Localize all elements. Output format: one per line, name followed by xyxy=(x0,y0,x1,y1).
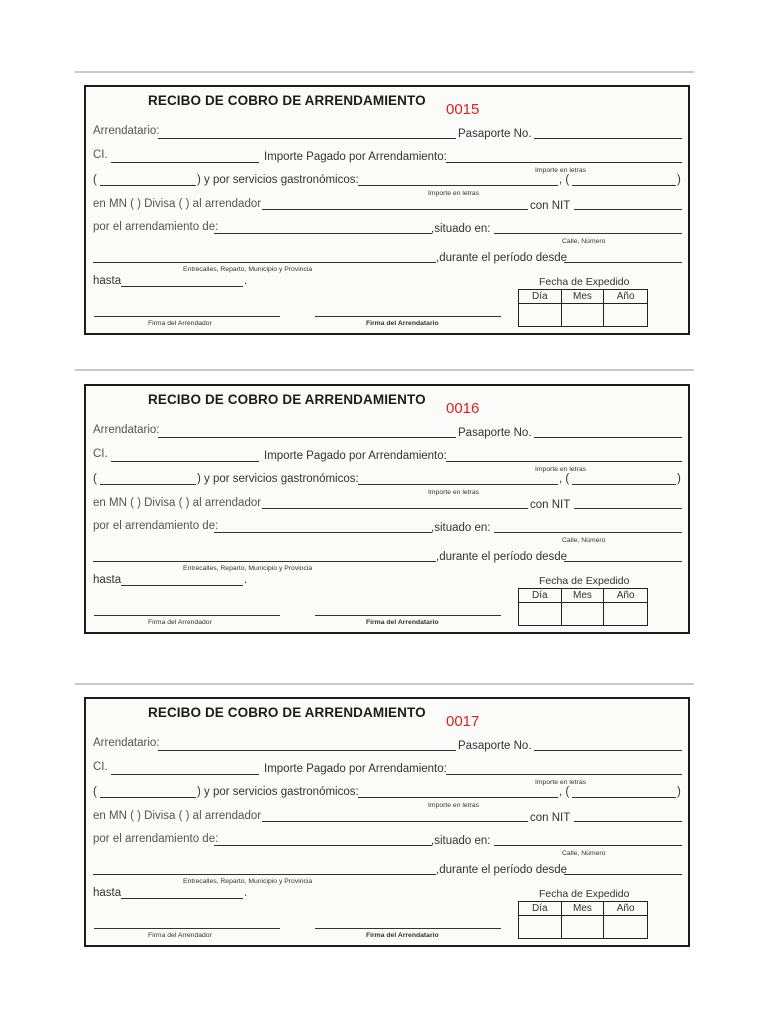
importe-pagado-field[interactable] xyxy=(446,162,682,163)
desde-field[interactable] xyxy=(564,874,682,875)
arrendador-field[interactable] xyxy=(262,821,528,822)
importe-pagado-field[interactable] xyxy=(446,461,682,462)
fecha-expedido-label: Fecha de Expedido xyxy=(539,888,630,900)
receipt-title: RECIBO DE COBRO DE ARRENDAMIENTO xyxy=(148,705,426,720)
arrendatario-label: Arrendatario: xyxy=(93,125,160,137)
ci-field[interactable] xyxy=(111,774,259,775)
receipt-2 xyxy=(84,384,690,634)
ci-field[interactable] xyxy=(111,461,259,462)
dia-cell[interactable] xyxy=(519,916,562,938)
separator-1 xyxy=(75,71,694,73)
hasta-dot: . xyxy=(244,574,248,586)
mes-cell[interactable] xyxy=(562,304,605,326)
arrendador-field[interactable] xyxy=(262,209,528,210)
receipt-serial-number: 0017 xyxy=(446,713,480,730)
entrecalles-caption: Entrecalles, Reparto, Municipio y Provincia xyxy=(183,266,313,273)
direccion-field[interactable] xyxy=(494,532,682,533)
hasta-dot: . xyxy=(244,887,248,899)
nit-field[interactable] xyxy=(574,209,682,210)
anio-header: Año xyxy=(604,589,647,603)
situado-label: ,situado en: xyxy=(431,223,491,235)
hasta-field[interactable] xyxy=(121,286,243,287)
ci-label: CI. xyxy=(93,448,108,460)
fecha-expedido-table xyxy=(518,901,648,939)
arrendamiento-field[interactable] xyxy=(214,532,432,533)
arrendatario-field[interactable] xyxy=(158,750,456,751)
firma-arrendatario-line[interactable] xyxy=(315,316,501,317)
moneda-label: en MN ( ) Divisa ( ) al arrendador xyxy=(93,497,262,509)
calle-numero-caption: Calle, Número xyxy=(562,850,606,857)
hasta-field[interactable] xyxy=(121,898,243,899)
importe-cifras-field[interactable] xyxy=(100,797,196,798)
dia-header: Día xyxy=(519,589,562,603)
receipt-serial-number: 0016 xyxy=(446,400,480,417)
paren-open: ( xyxy=(93,473,97,485)
firma-arrendador-caption: Firma del Arrendador xyxy=(148,619,212,626)
firma-arrendador-line[interactable] xyxy=(94,615,280,616)
hasta-label: hasta xyxy=(93,275,122,287)
firma-arrendador-line[interactable] xyxy=(94,928,280,929)
fecha-expedido-label: Fecha de Expedido xyxy=(539,575,630,587)
nit-label: con NIT xyxy=(530,499,571,511)
firma-arrendador-caption: Firma del Arrendador xyxy=(148,320,212,327)
mes-cell[interactable] xyxy=(562,603,605,625)
arrendamiento-field[interactable] xyxy=(214,845,432,846)
pasaporte-field[interactable] xyxy=(534,437,682,438)
fecha-expedido-table xyxy=(518,588,648,626)
firma-arrendatario-caption: Firma del Arrendatario xyxy=(366,932,439,939)
durante-label: ,durante el período desde xyxy=(436,864,568,876)
calle-numero-caption: Calle, Número xyxy=(562,537,606,544)
importe-letras-caption-1: Importe en letras xyxy=(535,779,586,786)
comma-paren: , ( xyxy=(559,786,570,798)
mes-header: Mes xyxy=(562,902,605,916)
nit-label: con NIT xyxy=(530,200,571,212)
servicios-label: ) y por servicios gastronómicos: xyxy=(197,786,359,798)
anio-cell[interactable] xyxy=(604,603,647,625)
firma-arrendatario-caption: Firma del Arrendatario xyxy=(366,320,439,327)
paren-close: ) xyxy=(677,174,681,186)
pasaporte-label: Pasaporte No. xyxy=(458,128,532,140)
anio-header: Año xyxy=(604,290,647,304)
desde-field[interactable] xyxy=(564,561,682,562)
arrendatario-label: Arrendatario: xyxy=(93,737,160,749)
durante-label: ,durante el período desde xyxy=(436,252,568,264)
nit-field[interactable] xyxy=(574,508,682,509)
hasta-label: hasta xyxy=(93,887,122,899)
receipt-serial-number: 0015 xyxy=(446,101,480,118)
receipt-title: RECIBO DE COBRO DE ARRENDAMIENTO xyxy=(148,93,426,108)
moneda-label: en MN ( ) Divisa ( ) al arrendador xyxy=(93,198,262,210)
moneda-label: en MN ( ) Divisa ( ) al arrendador xyxy=(93,810,262,822)
servicios-label: ) y por servicios gastronómicos: xyxy=(197,174,359,186)
importe-letras-caption-2: Importe en letras xyxy=(428,489,479,496)
pasaporte-label: Pasaporte No. xyxy=(458,740,532,752)
ci-label: CI. xyxy=(93,761,108,773)
importe-cifras-field[interactable] xyxy=(100,484,196,485)
direccion-field[interactable] xyxy=(494,845,682,846)
importe-pagado-label: Importe Pagado por Arrendamiento: xyxy=(264,151,447,163)
dia-header: Día xyxy=(519,902,562,916)
importe-letras-caption-2: Importe en letras xyxy=(428,190,479,197)
servicios-cifras-field[interactable] xyxy=(572,484,676,485)
dia-header: Día xyxy=(519,290,562,304)
servicios-field[interactable] xyxy=(358,797,558,798)
comma-paren: , ( xyxy=(559,473,570,485)
situado-label: ,situado en: xyxy=(431,835,491,847)
nit-label: con NIT xyxy=(530,812,571,824)
paren-close: ) xyxy=(677,473,681,485)
firma-arrendador-line[interactable] xyxy=(94,316,280,317)
mes-header: Mes xyxy=(562,589,605,603)
paren-open: ( xyxy=(93,786,97,798)
arrendador-field[interactable] xyxy=(262,508,528,509)
importe-letras-caption-1: Importe en letras xyxy=(535,466,586,473)
firma-arrendador-caption: Firma del Arrendador xyxy=(148,932,212,939)
importe-pagado-field[interactable] xyxy=(446,774,682,775)
importe-letras-caption-1: Importe en letras xyxy=(535,167,586,174)
importe-pagado-label: Importe Pagado por Arrendamiento: xyxy=(264,763,447,775)
por-arrendamiento-label: por el arrendamiento de: xyxy=(93,520,219,532)
arrendatario-field[interactable] xyxy=(158,437,456,438)
entrecalles-field[interactable] xyxy=(93,262,436,263)
dia-cell[interactable] xyxy=(519,304,562,326)
anio-cell[interactable] xyxy=(604,304,647,326)
direccion-field[interactable] xyxy=(494,233,682,234)
por-arrendamiento-label: por el arrendamiento de: xyxy=(93,221,219,233)
comma-paren: , ( xyxy=(559,174,570,186)
arrendatario-label: Arrendatario: xyxy=(93,424,160,436)
receipt-3 xyxy=(84,697,690,947)
pasaporte-label: Pasaporte No. xyxy=(458,427,532,439)
entrecalles-caption: Entrecalles, Reparto, Municipio y Provincia xyxy=(183,878,313,885)
firma-arrendatario-line[interactable] xyxy=(315,615,501,616)
calle-numero-caption: Calle, Número xyxy=(562,238,606,245)
servicios-label: ) y por servicios gastronómicos: xyxy=(197,473,359,485)
receipt-title: RECIBO DE COBRO DE ARRENDAMIENTO xyxy=(148,392,426,407)
importe-cifras-field[interactable] xyxy=(100,185,196,186)
arrendamiento-field[interactable] xyxy=(214,233,432,234)
durante-label: ,durante el período desde xyxy=(436,551,568,563)
servicios-field[interactable] xyxy=(358,185,558,186)
servicios-field[interactable] xyxy=(358,484,558,485)
paren-close: ) xyxy=(677,786,681,798)
por-arrendamiento-label: por el arrendamiento de: xyxy=(93,833,219,845)
servicios-cifras-field[interactable] xyxy=(572,185,676,186)
ci-label: CI. xyxy=(93,149,108,161)
hasta-dot: . xyxy=(244,275,248,287)
pasaporte-field[interactable] xyxy=(534,138,682,139)
ci-field[interactable] xyxy=(111,162,259,163)
dia-cell[interactable] xyxy=(519,603,562,625)
nit-field[interactable] xyxy=(574,821,682,822)
fecha-expedido-table xyxy=(518,289,648,327)
anio-header: Año xyxy=(604,902,647,916)
entrecalles-field[interactable] xyxy=(93,874,436,875)
pasaporte-field[interactable] xyxy=(534,750,682,751)
separator-2 xyxy=(75,369,694,371)
firma-arrendatario-caption: Firma del Arrendatario xyxy=(366,619,439,626)
arrendatario-field[interactable] xyxy=(158,138,456,139)
situado-label: ,situado en: xyxy=(431,522,491,534)
hasta-field[interactable] xyxy=(121,585,243,586)
fecha-expedido-label: Fecha de Expedido xyxy=(539,276,630,288)
entrecalles-caption: Entrecalles, Reparto, Municipio y Provincia xyxy=(183,565,313,572)
firma-arrendatario-line[interactable] xyxy=(315,928,501,929)
anio-cell[interactable] xyxy=(604,916,647,938)
importe-letras-caption-2: Importe en letras xyxy=(428,802,479,809)
entrecalles-field[interactable] xyxy=(93,561,436,562)
desde-field[interactable] xyxy=(564,262,682,263)
servicios-cifras-field[interactable] xyxy=(572,797,676,798)
mes-header: Mes xyxy=(562,290,605,304)
hasta-label: hasta xyxy=(93,574,122,586)
separator-3 xyxy=(75,683,694,685)
importe-pagado-label: Importe Pagado por Arrendamiento: xyxy=(264,450,447,462)
receipt-1 xyxy=(84,85,690,335)
paren-open: ( xyxy=(93,174,97,186)
mes-cell[interactable] xyxy=(562,916,605,938)
